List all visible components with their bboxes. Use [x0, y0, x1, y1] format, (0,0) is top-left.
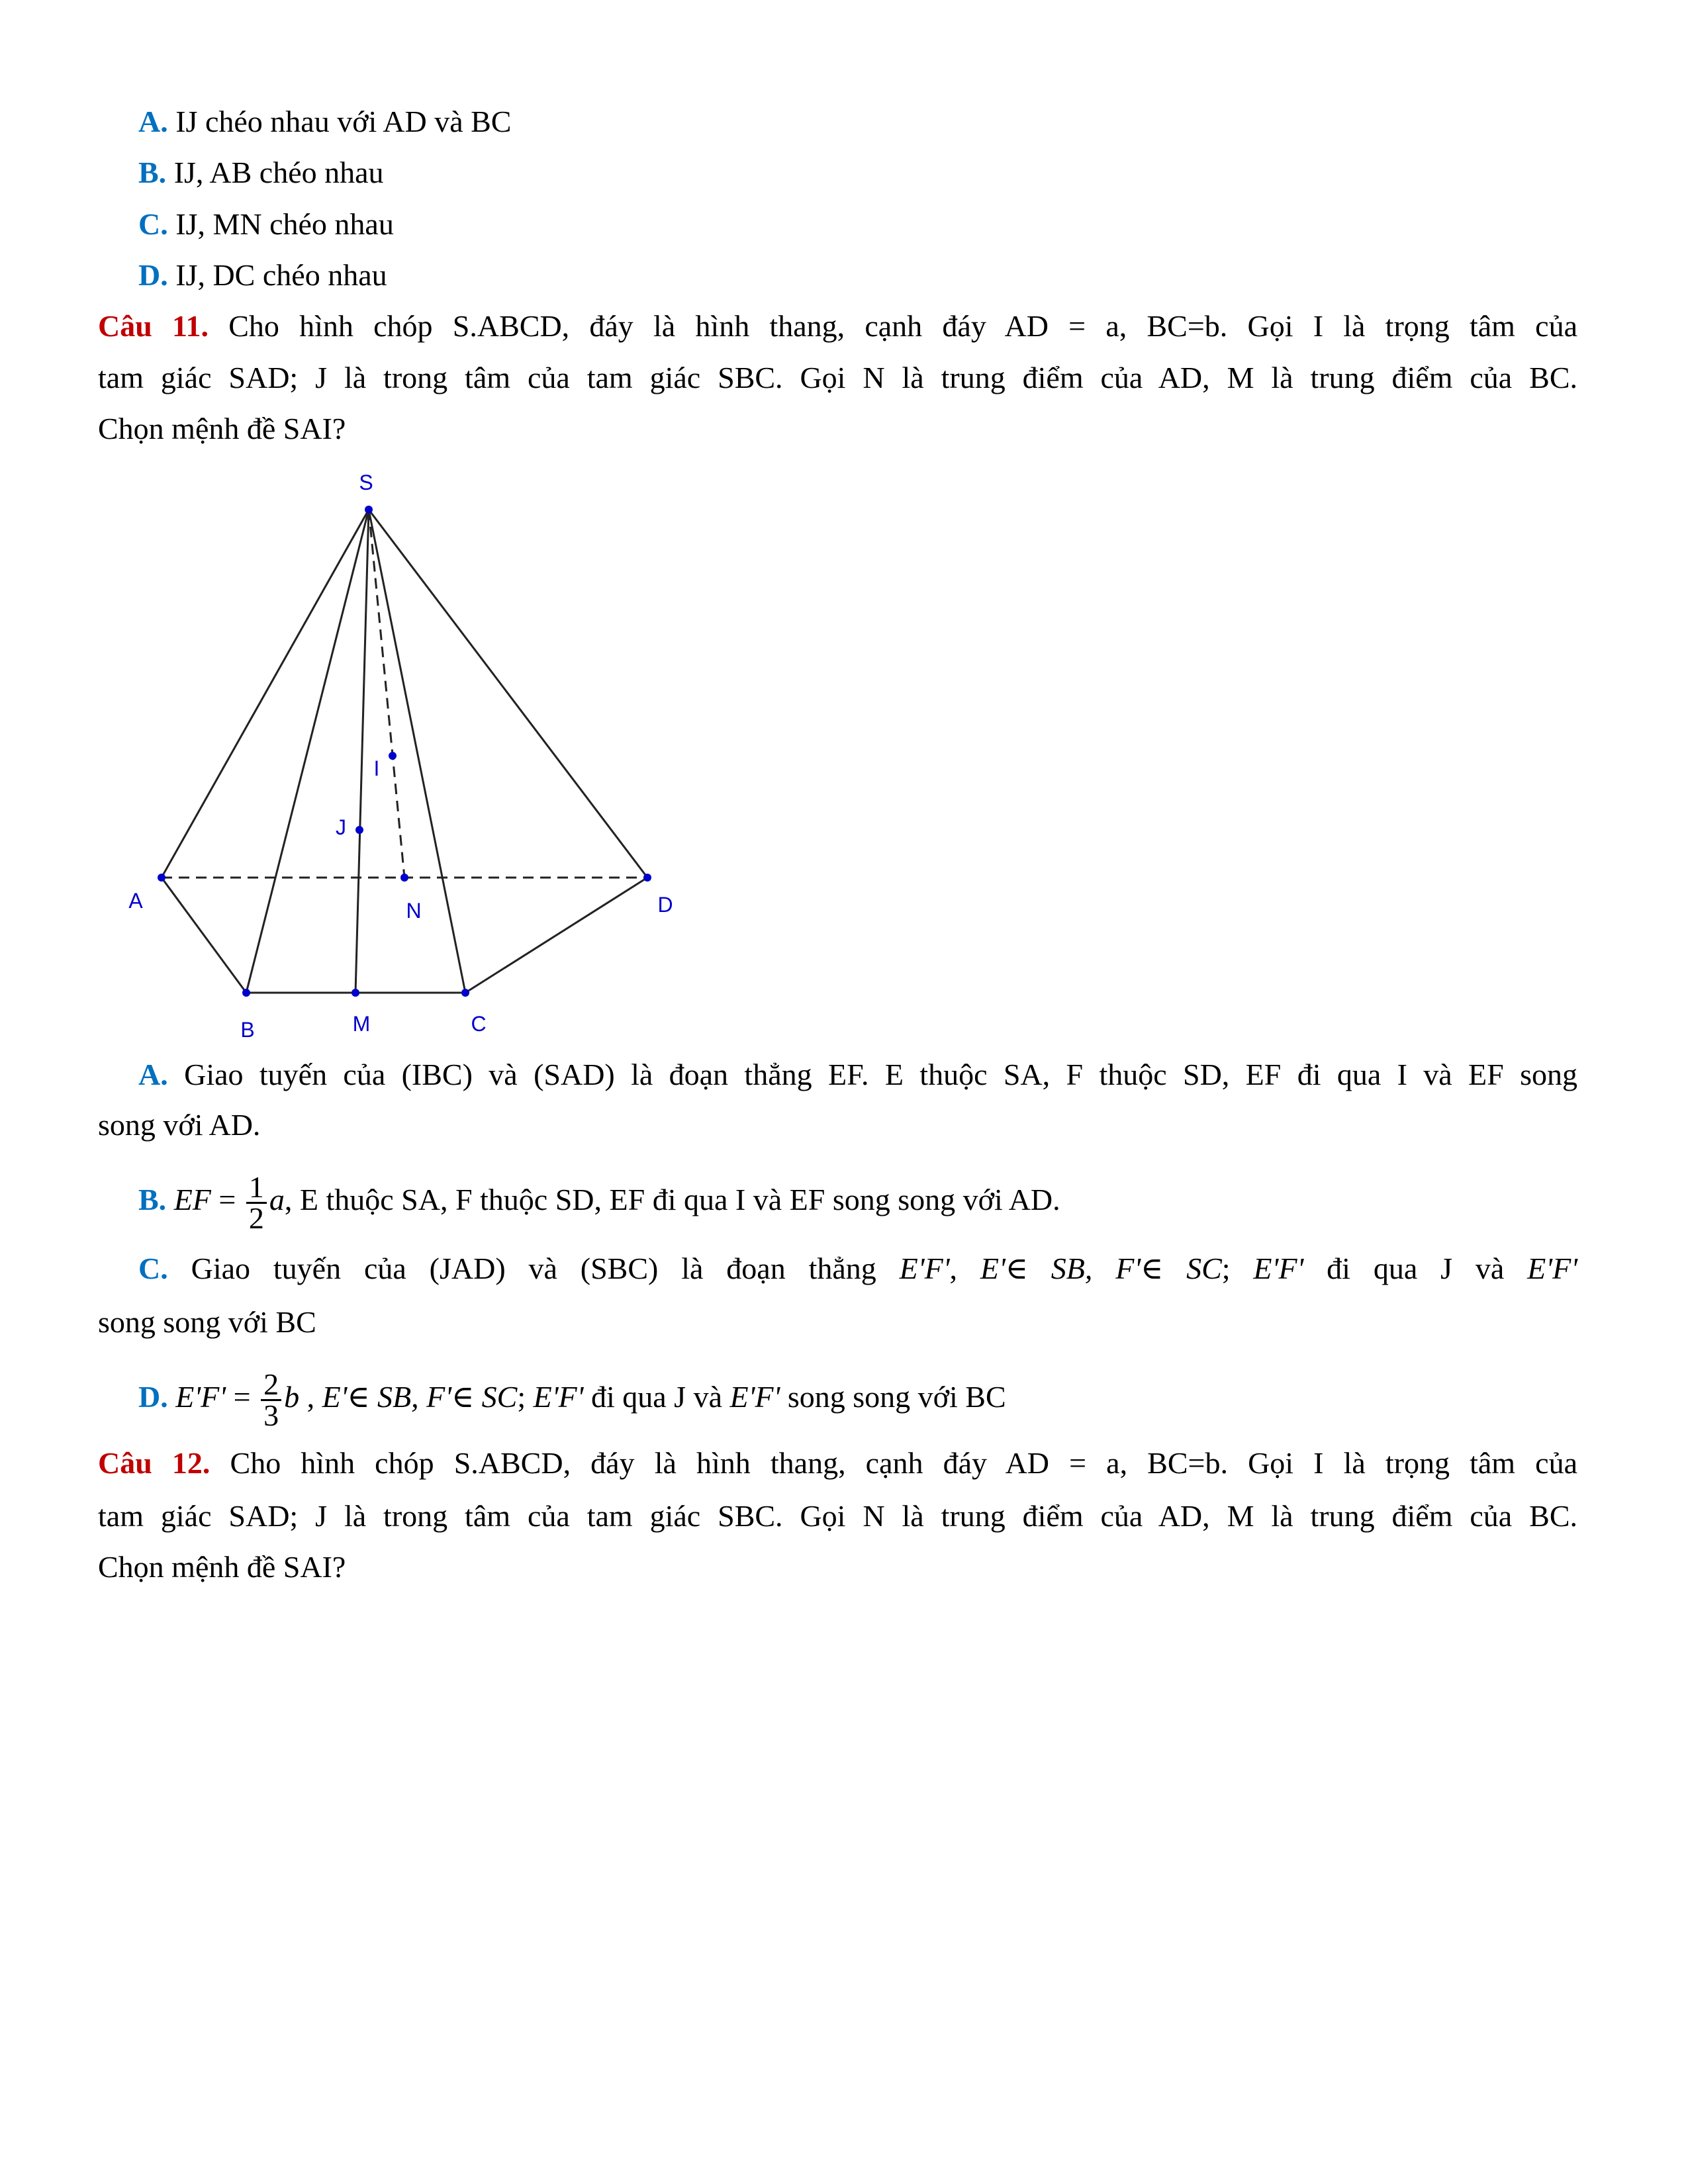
q11-option-c-line1: [138, 1249, 1577, 1289]
question-text: Cho hình chóp S.ABCD, đáy là hình thang, cạnh đáy AD = a, BC=b. Gọi I là trọng tâm của: [228, 309, 1578, 343]
pyramid-figure: [0, 0, 1688, 1059]
label-b: B: [240, 1018, 255, 1042]
fraction: [261, 1367, 281, 1432]
q11-option-a-line2: [98, 1105, 1577, 1145]
question-label: Câu 12.: [98, 1446, 211, 1480]
math-lhs: EF: [173, 1183, 211, 1217]
option-label: D.: [138, 258, 168, 292]
label-c: C: [471, 1012, 487, 1036]
numerator: 1: [246, 1173, 267, 1204]
label-s: S: [359, 471, 373, 494]
option-text: đi qua J và: [590, 1380, 722, 1414]
option-label: A.: [138, 105, 168, 138]
point-i: [389, 752, 397, 760]
point-j: [355, 826, 363, 834]
question-text: Cho hình chóp S.ABCD, đáy là hình thang, cạnh đáy AD = a, BC=b. Gọi I là trọng tâm của: [230, 1446, 1577, 1480]
math: E'F': [899, 1251, 950, 1285]
math: E'F': [533, 1380, 584, 1414]
option-text: song với AD.: [98, 1108, 261, 1142]
option-text: , E thuộc SA, F thuộc SD, EF đi qua I và EF song song với AD.: [284, 1183, 1060, 1217]
punct: ,: [949, 1251, 958, 1285]
option-text: IJ chéo nhau với AD và BC: [175, 105, 512, 138]
label-n: N: [406, 899, 422, 923]
math: E'F': [1527, 1251, 1578, 1285]
point-d: [643, 874, 651, 882]
q11-option-d: D. E'F' = $\frac{2}{3}$ b , E'∈ SB, F'∈ SC; E'F' đi qua J và E'F' song song với BC: [138, 1367, 1006, 1432]
option-text: đi qua J và: [1327, 1251, 1505, 1285]
option-label: C.: [138, 207, 168, 241]
label-d: D: [657, 893, 673, 917]
math-lhs: E'F': [175, 1380, 226, 1414]
option-label: C.: [138, 1251, 168, 1285]
q12-stem-line1: [98, 1443, 1577, 1483]
option-text: IJ, MN chéo nhau: [175, 207, 394, 241]
q11-option-c-line2: [98, 1302, 1577, 1342]
math: E'F': [1253, 1251, 1304, 1285]
option-label: B.: [138, 156, 167, 189]
point-c: [461, 989, 469, 997]
equals-sign: =: [226, 1380, 259, 1414]
q12-stem-line2: [98, 1496, 1577, 1536]
point-m: [352, 989, 359, 997]
point-n: [400, 874, 408, 882]
option-label: A.: [138, 1058, 168, 1091]
option-label: D.: [138, 1380, 168, 1414]
option-text: IJ, AB chéo nhau: [173, 156, 384, 189]
option-text: Giao tuyến của (IBC) và (SAD) là đoạn thẳng EF. E thuộc SA, F thuộc SD, EF đi qua I và EF song: [184, 1058, 1578, 1091]
point-a: [158, 874, 165, 882]
option-text: song song với BC: [787, 1380, 1006, 1414]
option-text: Giao tuyến của (JAD) và (SBC) là đoạn thẳng: [191, 1251, 876, 1285]
math: E'∈ SB, F'∈ SC: [980, 1251, 1222, 1285]
denominator: 2: [248, 1201, 264, 1235]
label-a: A: [128, 889, 143, 913]
q11-option-b: [138, 1170, 1577, 1235]
label-i: I: [373, 756, 380, 780]
punct: ;: [1221, 1251, 1231, 1285]
question-text: Chọn mệnh đề SAI?: [98, 1550, 346, 1584]
q11-option-a-line1: [138, 1055, 1577, 1095]
equals-sign: =: [211, 1183, 244, 1217]
label-j: J: [336, 815, 346, 839]
denominator: 3: [263, 1398, 279, 1432]
question-label: Câu 11.: [98, 309, 209, 343]
point-b: [242, 989, 250, 997]
q12-stem-line3: [98, 1547, 1577, 1587]
option-text: song song với BC: [98, 1305, 316, 1339]
label-m: M: [352, 1012, 371, 1036]
punct: ;: [517, 1380, 526, 1414]
fraction: [246, 1170, 267, 1235]
option-label: B.: [138, 1183, 167, 1217]
math: E'F': [729, 1380, 780, 1414]
question-text: tam giác SAD; J là trong tâm của tam giác SBC. Gọi N là trung điểm của AD, M là trung điểm của BC.: [98, 361, 1577, 394]
numerator: 2: [261, 1370, 281, 1401]
math-var: a: [269, 1183, 285, 1217]
point-s: [365, 506, 373, 514]
option-text: IJ, DC chéo nhau: [175, 258, 387, 292]
math: E'∈ SB, F'∈ SC: [322, 1380, 518, 1414]
math-var: b: [284, 1380, 300, 1414]
question-text: tam giác SAD; J là trong tâm của tam giác SBC. Gọi N là trung điểm của AD, M là trung điểm của BC.: [98, 1499, 1577, 1533]
question-text: Chọn mệnh đề SAI?: [98, 412, 346, 445]
